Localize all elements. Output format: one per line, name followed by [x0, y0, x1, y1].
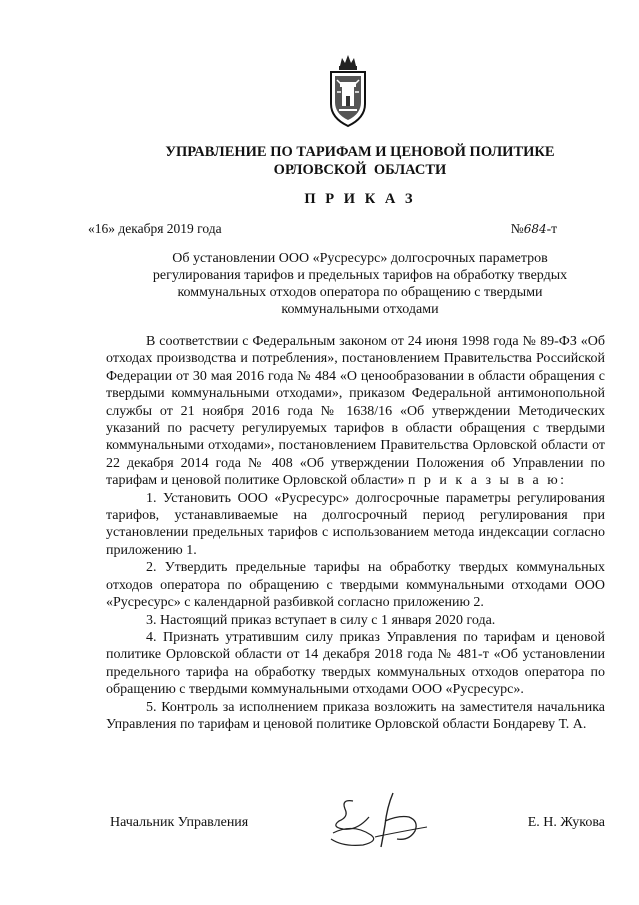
document-type-title: П Р И К А З: [304, 191, 416, 207]
signature-block: [110, 815, 605, 835]
number-prefix: №: [510, 221, 524, 236]
order-word: п р и к а з ы в а ю:: [407, 473, 567, 489]
agency-line-2: ОРЛОВСКОЙ ОБЛАСТИ: [273, 162, 447, 178]
signatory-title: Начальник Управления: [110, 815, 249, 830]
signatory-name: Е. Н. Жукова: [527, 815, 605, 830]
agency-line-1: УПРАВЛЕНИЕ ПО ТАРИФАМ И ЦЕНОВОЙ ПОЛИТИКЕ: [165, 144, 555, 160]
order-item-5: 5. Контроль за исполнением приказа возложить на заместителя начальника Управления по тарифам и ценовой политике Орловской области Бондареву Т. А.: [106, 699, 605, 732]
subject-line: коммунальными отходами: [281, 302, 439, 317]
order-item-2: 2. Утвердить предельные тарифы на обработку твердых коммунальных отходов оператора по обращению с твердыми коммунальными отходами ООО «Русресурс» с календарной разбивкой согласно приложению 2.: [106, 560, 605, 611]
order-date: «16» декабря 2019 года: [88, 221, 222, 236]
order-body: [106, 333, 605, 733]
order-number: [511, 221, 557, 237]
preamble-text: В соответствии с Федеральным законом от 24 июня 1998 года № 89-ФЗ «Об отходах производства и потребления», постановлением Правительства Российской Федерации от 30 мая 2016 года № 484 «О ценообразовании в области обращения с твердыми коммунальными отходами», приказом Федеральной антимонопольной службы от 21 ноября 2016 года № 1638/16 «Об утверждении Методических указаний по расчету регулируемых тарифов в области обращения с твердыми коммунальными отходами», постановлением Правительства Орловской области от 22 декабря 2014 года № 408 «Об утверждении Положения об Управлении по тарифам и ценовой политике Орловской области»: [106, 334, 605, 489]
subject-line: Об установлении ООО «Русресурс» долгосрочных параметров: [172, 251, 548, 266]
coat-of-arms-icon: [325, 52, 371, 132]
preamble-paragraph: [106, 333, 605, 490]
subject-line: коммунальных отходов оператора по обращению с твердыми: [177, 285, 543, 300]
number-handwritten: 684: [523, 222, 547, 236]
subject-line: регулирования тарифов и предельных тарифов на обработку твердых: [152, 268, 568, 283]
order-item-4: 4. Признать утратившим силу приказ Управления по тарифам и ценовой политике Орловской области от 14 декабря 2018 года № 481-т «Об установлении предельного тарифа на обработку твердых коммунальных отходов оператора по обращению с твердыми коммунальными отходами ООО «Русресурс».: [106, 629, 605, 698]
number-suffix: -т: [546, 221, 557, 236]
order-item-3: 3. Настоящий приказ вступает в силу с 1 января 2020 года.: [146, 612, 496, 628]
agency-name: [80, 143, 639, 179]
order-item-1: 1. Установить ООО «Русресурс» долгосрочные параметры регулирования тарифов, устанавливаемые на долгосрочный период регулирования при установлении предельных тарифов с использованием метода индексации согласно приложению 1.: [106, 490, 605, 558]
order-subject: [110, 250, 610, 318]
